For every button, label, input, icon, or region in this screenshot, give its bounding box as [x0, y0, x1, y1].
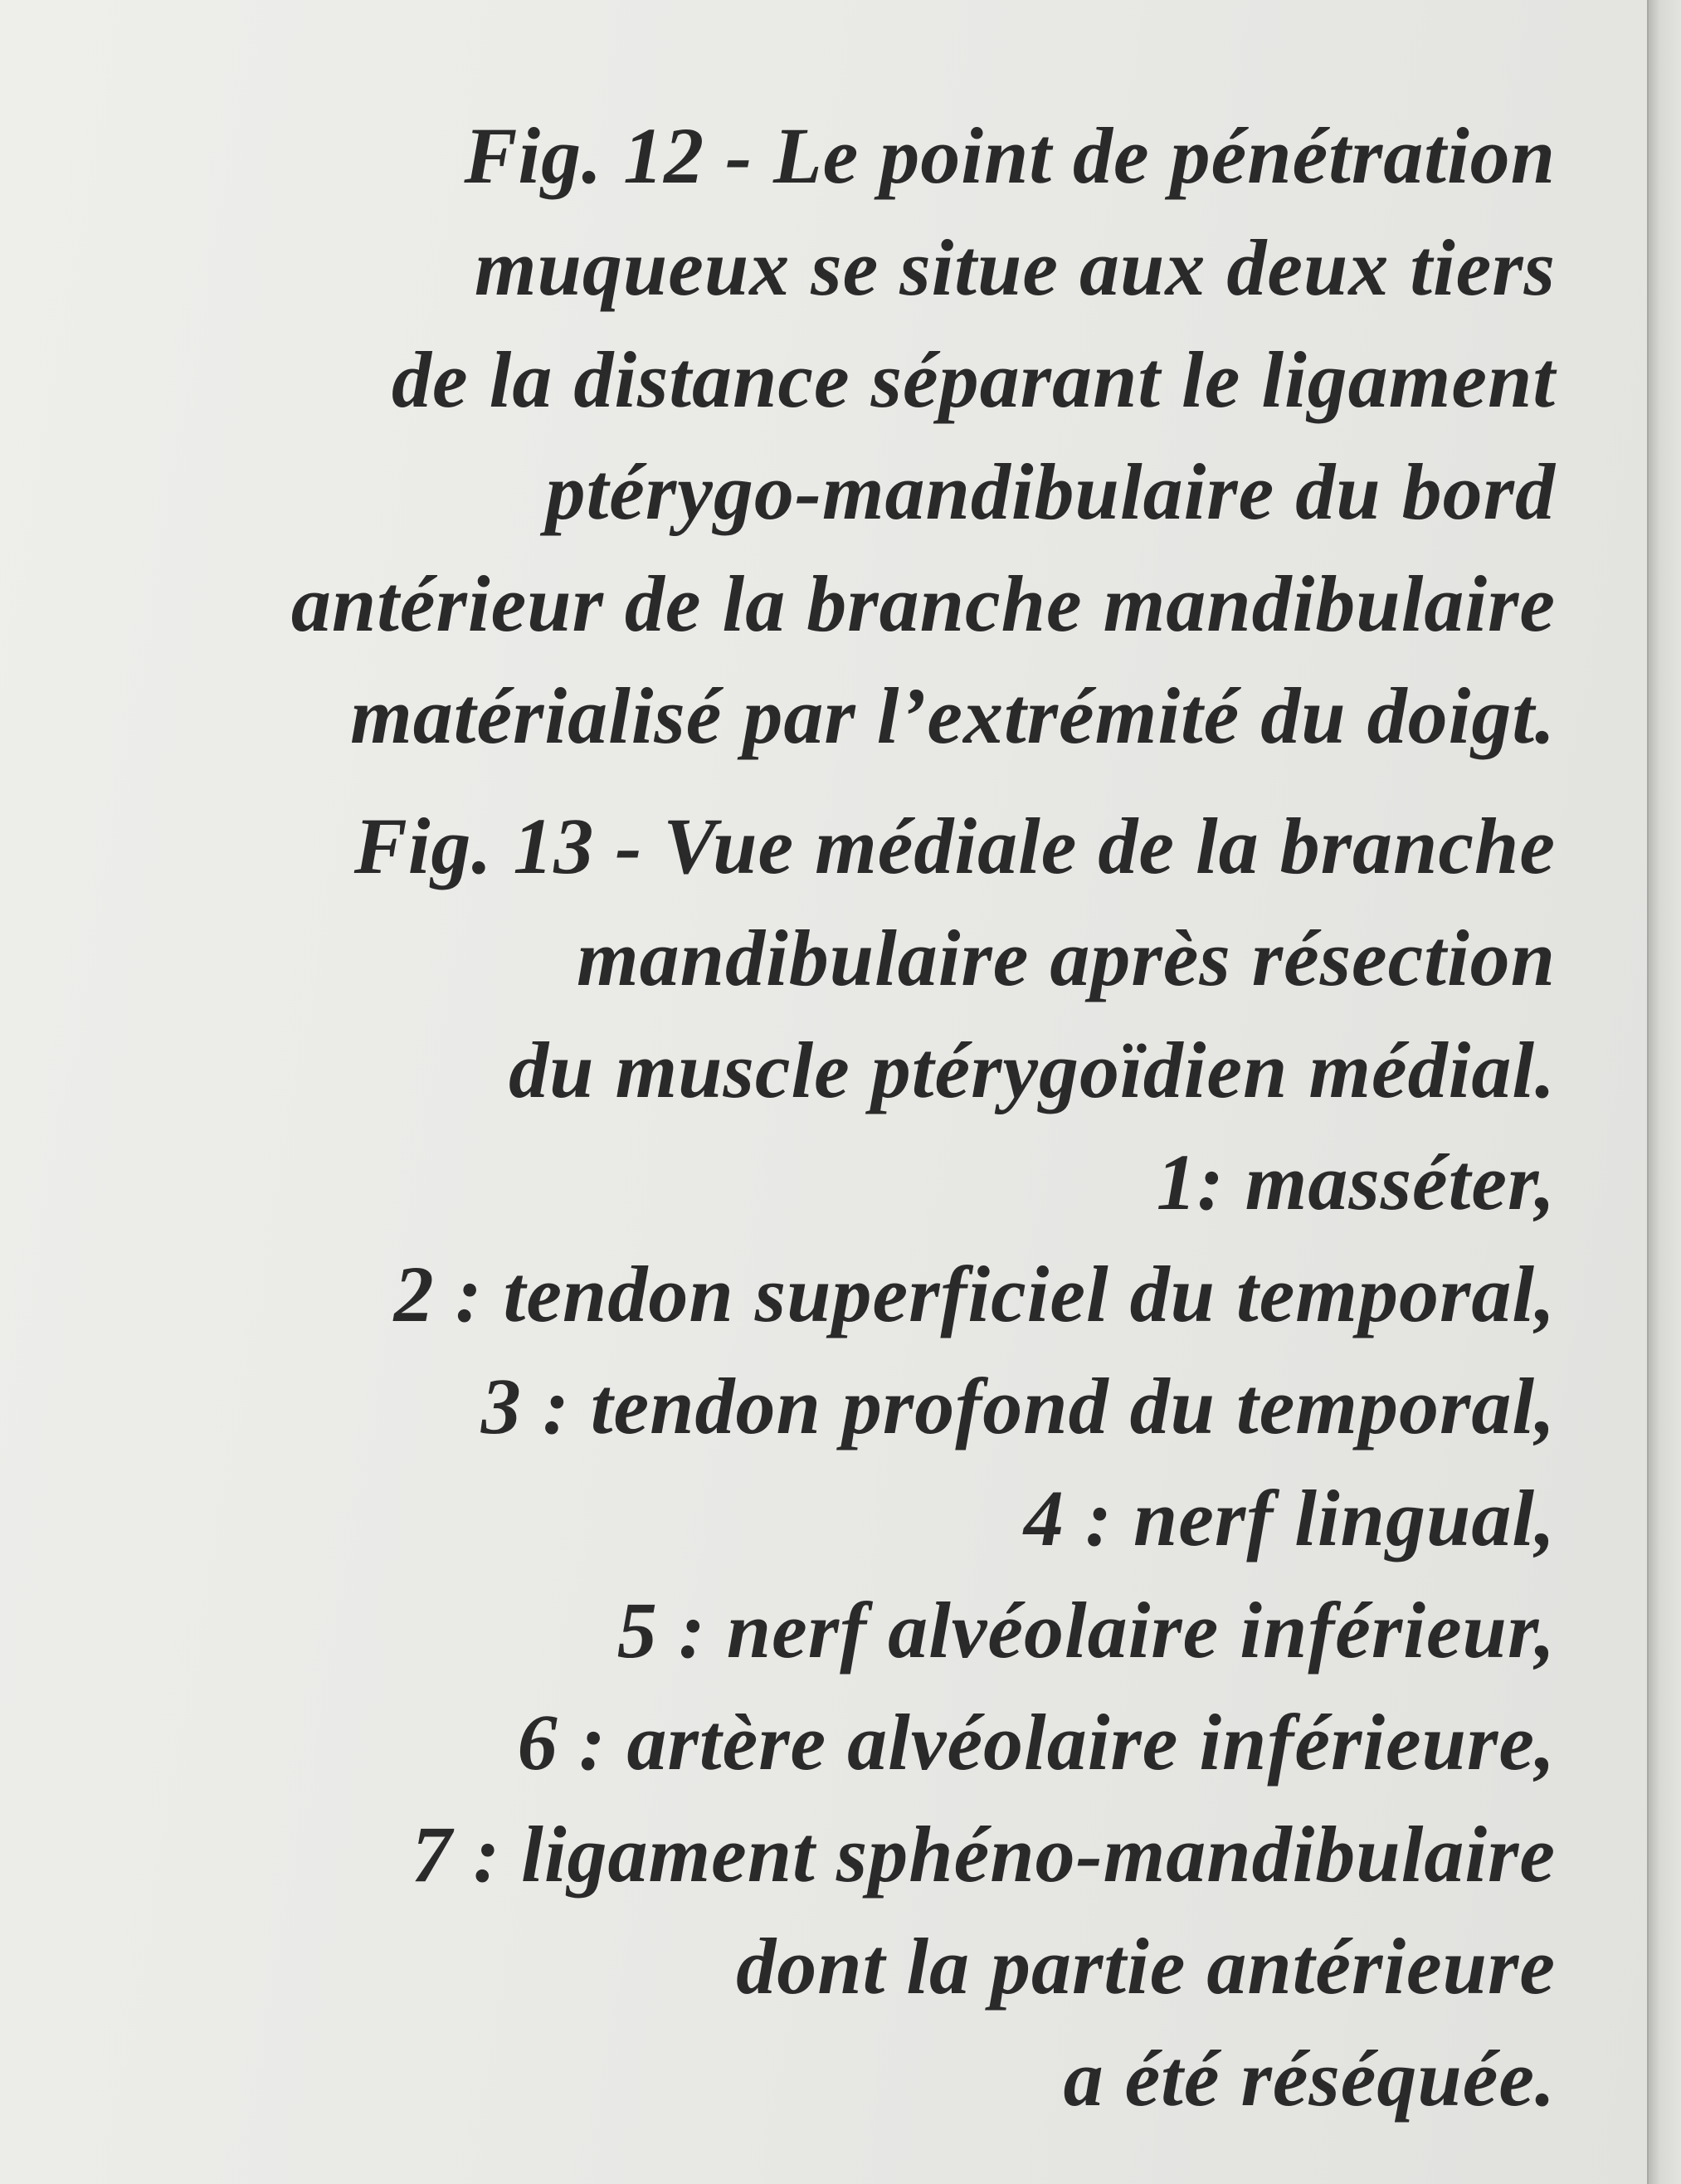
caption-line: Fig. 12 - Le point de pénétration	[464, 111, 1556, 200]
caption-line: mandibulaire après résection	[576, 914, 1556, 1002]
legend-item: 4 : nerf lingual,	[1023, 1474, 1556, 1562]
page-edge-shadow	[1647, 0, 1681, 2184]
figure-12-caption	[33, 100, 1556, 772]
legend-item: 6 : artère alvéolaire inférieure,	[517, 1698, 1556, 1787]
legend-item: 7 : ligament sphéno-mandibulaire	[412, 1810, 1556, 1899]
caption-line: du muscle ptérygoïdien médial.	[509, 1026, 1556, 1114]
caption-line: de la distance séparant le ligament	[392, 335, 1556, 424]
legend-item: 3 : tendon profond du temporal,	[480, 1362, 1556, 1450]
caption-line: Fig. 13 - Vue médiale de la branche	[353, 802, 1556, 890]
caption-text-block	[33, 100, 1556, 2134]
caption-line: ptérygo-mandibulaire du bord	[545, 447, 1556, 536]
caption-line: antérieur de la branche mandibulaire	[290, 559, 1556, 648]
caption-line: muqueux se situe aux deux tiers	[474, 223, 1556, 312]
figure-13-legend	[33, 1126, 1556, 2134]
legend-item: a été réséquée.	[1063, 2034, 1556, 2123]
caption-line: matérialisé par l’extrémité du doigt.	[350, 671, 1556, 760]
legend-item: 2 : tendon superficiel du temporal,	[393, 1250, 1556, 1338]
legend-item: 1: masséter,	[1156, 1138, 1556, 1226]
figure-13-caption	[33, 790, 1556, 2134]
legend-item: dont la partie antérieure	[736, 1922, 1556, 2011]
legend-item: 5 : nerf alvéolaire inférieur,	[616, 1586, 1556, 1675]
